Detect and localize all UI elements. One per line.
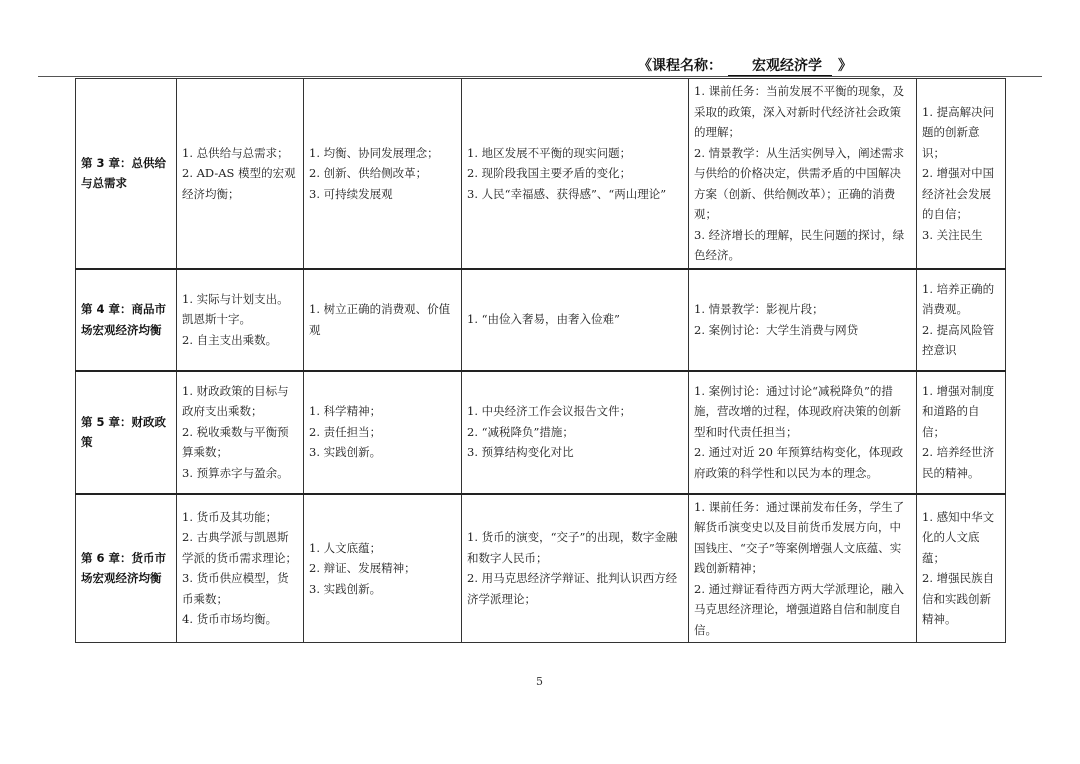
teaching-cases-cell	[462, 79, 689, 269]
cell-line: 2. 用马克思经济学辩证、批判认识西方经济学派理论；	[467, 571, 678, 606]
cell-line: 2. 辩证、发展精神；	[309, 561, 416, 575]
cell-line: 4. 货币市场均衡。	[182, 612, 278, 627]
knowledge-points-cell	[177, 269, 304, 371]
table-row	[76, 79, 1006, 269]
cell-line: 1. 情景教学：影视片段；	[694, 302, 824, 316]
cell-line: 3. 经济增长的理解，民生问题的探讨，绿色经济。	[694, 227, 905, 262]
chapter-cell: 第 4 章：商品市场宏观经济均衡	[76, 269, 177, 371]
cell-line: 2. 案例讨论：大学生消费与网贷	[694, 322, 859, 337]
chapter-cell: 第 3 章：总供给与总需求	[76, 79, 177, 269]
cell-line: 1. 培养正确的消费观。	[922, 281, 995, 316]
cell-line: 3. 实践创新。	[309, 445, 382, 460]
education-goals-cell	[917, 269, 1006, 371]
cell-line: 2. 古典学派与凯恩斯学派的货币需求理论；	[182, 530, 297, 565]
cell-line: 1. 人文底蕴；	[309, 540, 382, 555]
cell-line: 1. 总供给与总需求；	[182, 145, 289, 160]
cell-line: 2. 现阶段我国主要矛盾的变化；	[467, 166, 632, 180]
ideological-elements-cell	[304, 494, 462, 643]
cell-line: 3. 预算结构变化对比	[467, 445, 574, 460]
cell-line: 2. 税收乘数与平衡预算乘数；	[182, 424, 289, 460]
cell-line: 2. 创新、供给侧改革；	[309, 166, 428, 180]
cell-line: 2. 提高风险管控意识	[922, 322, 995, 357]
header-rule	[38, 76, 1042, 77]
cell-line: 2. 增强民族自信和实践创新精神。	[922, 571, 995, 627]
cell-line: 2. 责任担当；	[309, 424, 382, 439]
ideological-elements-cell	[304, 79, 462, 269]
education-goals-cell	[917, 494, 1006, 643]
cell-line: 2. AD-AS 模型的宏观经济均衡；	[182, 166, 296, 201]
cell-line: 3. 人民“幸福感、获得感”、“两山理论”	[467, 186, 667, 201]
course-name-header	[638, 55, 852, 76]
course-header-suffix: 》	[838, 58, 852, 74]
education-goals-cell	[917, 371, 1006, 494]
cell-line: 1. 地区发展不平衡的现实问题；	[467, 145, 632, 160]
cell-line: 1. 课前任务：通过课前发布任务，学生了解货币演变史以及目前货币发展方向，中国钱庄、“交子”等案例增强人文底蕴、实践创新精神；	[694, 499, 905, 575]
teaching-cases-cell	[462, 494, 689, 643]
cell-line: 2. 情景教学：从生活实例导入，阐述需求与供给的价格决定，供需矛盾的中国解决方案（创新、供给侧改革）；正确的消费观；	[694, 145, 905, 221]
cell-line: 1. 提高解决问题的创新意识；	[922, 104, 995, 160]
knowledge-points-cell	[177, 79, 304, 269]
cell-line: 3. 货币供应模型，货币乘数；	[182, 571, 289, 606]
ideological-elements-cell	[304, 371, 462, 494]
cell-line: 2. 自主支出乘数。	[182, 332, 278, 347]
teaching-methods-cell	[689, 269, 917, 371]
cell-line: 1. 科学精神；	[309, 404, 382, 419]
teaching-methods-cell	[689, 494, 917, 643]
cell-line: 1. “由俭入奢易，由奢入俭难”	[467, 312, 620, 327]
cell-line: 3. 预算赤字与盈余。	[182, 465, 289, 480]
cell-line: 1. 增强对制度和道路的自信；	[922, 383, 995, 439]
cell-line: 2. “减税降负”措施；	[467, 424, 574, 439]
teaching-methods-cell	[689, 79, 917, 269]
cell-line: 1. 货币及其功能；	[182, 509, 278, 524]
cell-line: 3. 可持续发展观	[309, 186, 393, 201]
course-name: 宏观经济学	[728, 55, 832, 76]
knowledge-points-cell	[177, 494, 304, 643]
teaching-methods-cell	[689, 371, 917, 494]
teaching-cases-cell	[462, 269, 689, 371]
cell-line: 1. 财政政策的目标与政府支出乘数；	[182, 383, 289, 419]
cell-line: 2. 通过对近 20 年预算结构变化，体现政府政策的科学性和以民为本的理念。	[694, 445, 904, 480]
teaching-cases-cell	[462, 371, 689, 494]
knowledge-points-cell	[177, 371, 304, 494]
page-number: 5	[536, 675, 543, 688]
course-header-prefix: 《课程名称：	[638, 58, 722, 74]
education-goals-cell	[917, 79, 1006, 269]
ideological-elements-cell	[304, 269, 462, 371]
syllabus-table-body	[76, 79, 1006, 643]
cell-line: 2. 培养经世济民的精神。	[922, 445, 995, 480]
cell-line: 3. 关注民生	[922, 227, 983, 242]
cell-line: 1. 树立正确的消费观、价值观	[309, 302, 451, 337]
cell-line: 3. 实践创新。	[309, 581, 382, 596]
cell-line: 1. 实际与计划支出。凯恩斯十字。	[182, 291, 289, 327]
cell-line: 2. 通过辩证看待西方两大学派理论，融入马克思经济理论，增强道路自信和制度自信。	[694, 581, 905, 637]
table-row	[76, 371, 1006, 494]
cell-line: 1. 中央经济工作会议报告文件；	[467, 404, 632, 419]
table-row	[76, 494, 1006, 643]
cell-line: 1. 货币的演变，“交子”的出现，数字金融和数字人民币；	[467, 530, 678, 565]
syllabus-table	[75, 78, 1006, 643]
chapter-cell: 第 6 章：货币市场宏观经济均衡	[76, 494, 177, 643]
cell-line: 2. 增强对中国经济社会发展的自信；	[922, 166, 995, 221]
cell-line: 1. 课前任务：当前发展不平衡的现象，及采取的政策，深入对新时代经济社会政策的理解；	[694, 84, 905, 139]
cell-line: 1. 案例讨论：通过讨论“减税降负”的措施，营改增的过程，体现政府决策的创新型和时代责任担当；	[694, 383, 901, 439]
cell-line: 1. 均衡、协同发展理念；	[309, 145, 439, 160]
table-row	[76, 269, 1006, 371]
chapter-cell: 第 5 章：财政政策	[76, 371, 177, 494]
cell-line: 1. 感知中华文化的人文底蕴；	[922, 509, 995, 565]
